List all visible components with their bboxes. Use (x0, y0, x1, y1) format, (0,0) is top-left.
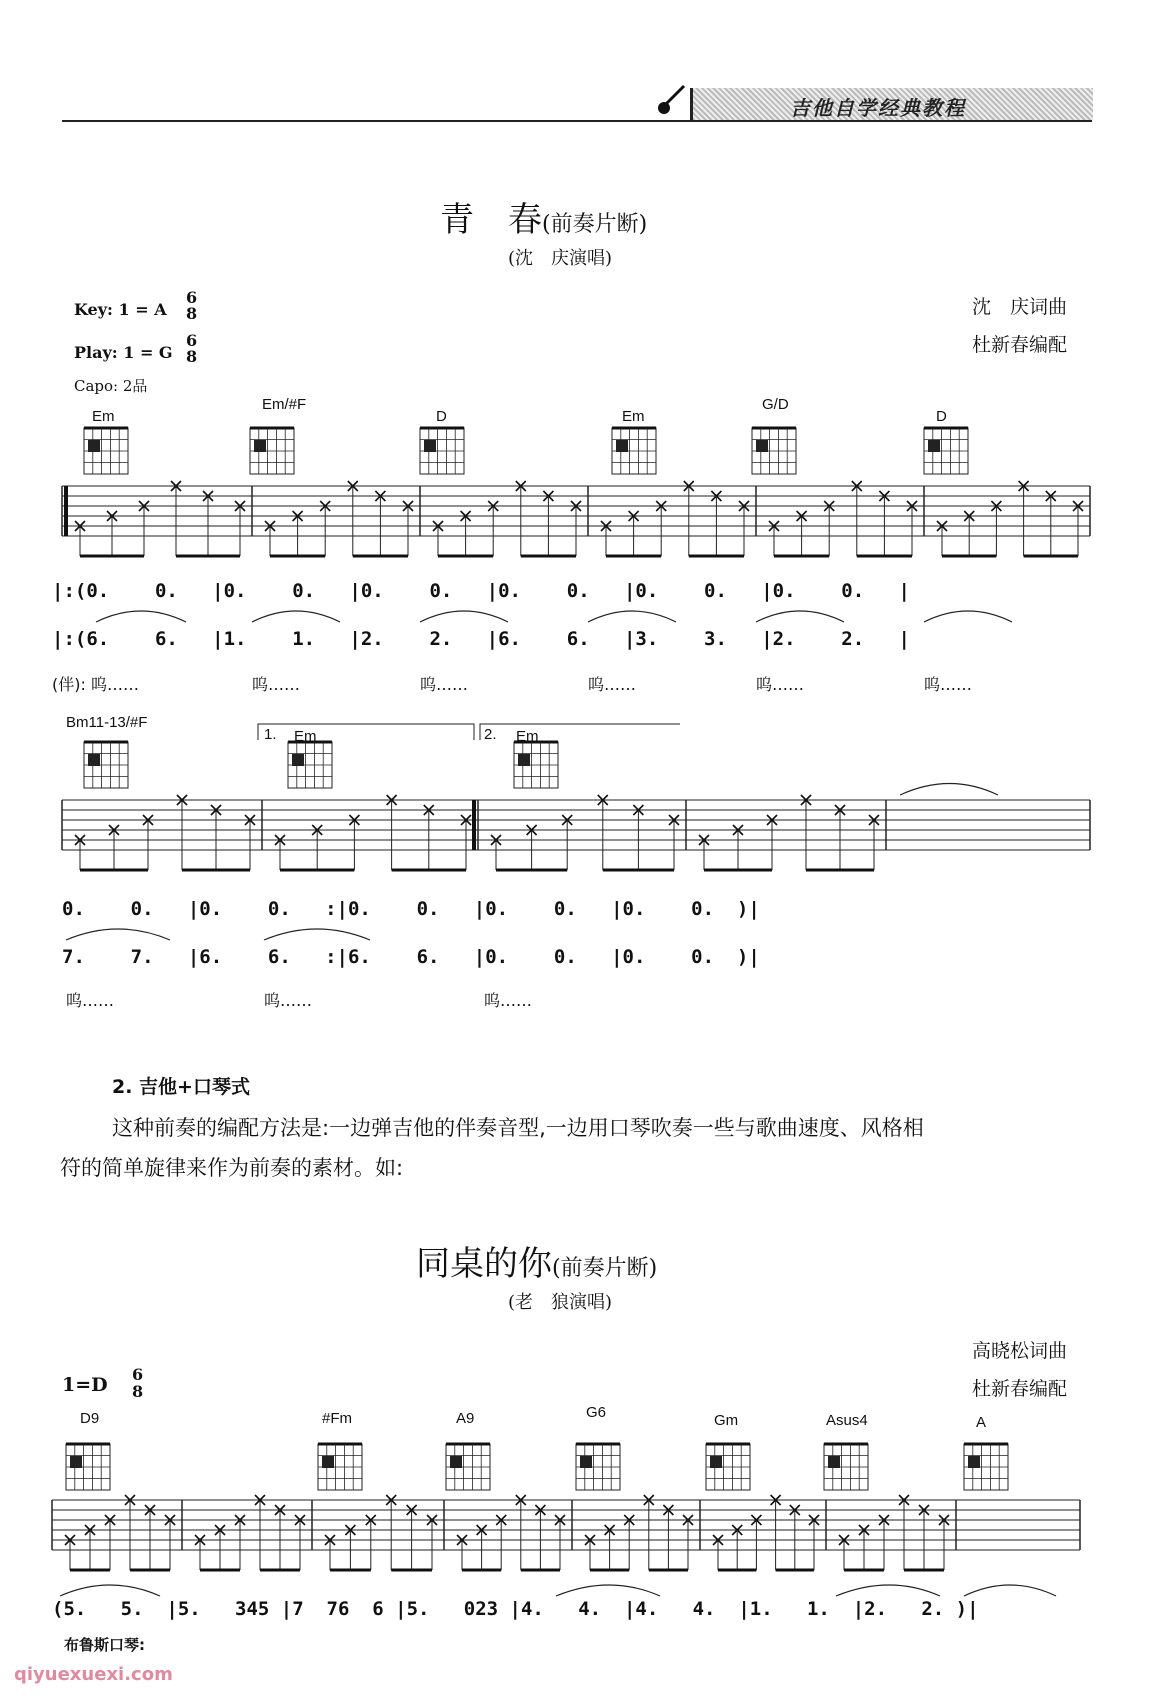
song1-credit-lyrics: 沈 庆词曲 (972, 296, 1068, 318)
tie-arc (66, 929, 170, 940)
chord-diagram-finger (710, 1456, 722, 1468)
chord-diagram-finger (88, 754, 100, 766)
chord-name: G/D (762, 396, 789, 413)
tie-arc (924, 611, 1012, 622)
lyric: 呜…… (484, 991, 533, 1010)
guitar-icon (666, 86, 684, 104)
chord-diagram-finger (292, 754, 304, 766)
song2-instrument-label: 布鲁斯口琴: (64, 1636, 145, 1654)
song2-title-main: 同桌的你 (416, 1244, 552, 1284)
volta-1: 1. (264, 726, 277, 743)
chord-diagram-finger (928, 440, 940, 452)
chord-name: Em (92, 408, 115, 425)
song2-timesig: 6 8 (132, 1365, 144, 1401)
chord-diagram-finger (616, 440, 628, 452)
chord-name: Asus4 (826, 1412, 868, 1429)
song2-title-suffix: (前奏片断) (552, 1256, 658, 1281)
chord-name: G6 (586, 1404, 607, 1421)
song2-credit-arranger: 杜新春编配 (972, 1378, 1068, 1400)
chord-name: Bm11-13/#F (66, 714, 148, 731)
chord-name: Em (516, 728, 539, 745)
song1-row2-jianpu-upper: 0. 0. |0. 0. :|0. 0. |0. 0. |0. 0. )| (62, 898, 760, 920)
volta-2: 2. (484, 726, 497, 743)
chord-diagram-finger (70, 1456, 82, 1468)
chord-name: D (936, 408, 947, 425)
section-paragraph-line2: 符的简单旋律来作为前奏的素材。如: (60, 1156, 404, 1180)
tie-arc (964, 1585, 1056, 1596)
tie-arc (836, 1585, 940, 1596)
tie-arc (900, 784, 998, 796)
tie-arc (588, 611, 676, 622)
section-paragraph-line1: 这种前奏的编配方法是:一边弹吉他的伴奏音型,一边用口琴吹奏一些与歌曲速度、风格相 (112, 1116, 924, 1140)
tie-arc (756, 611, 844, 622)
lyric: 呜…… (420, 675, 469, 694)
chord-diagram-finger (424, 440, 436, 452)
lyric: 呜…… (66, 991, 115, 1010)
lyric: 呜…… (924, 675, 973, 694)
song1-play: Play: 1 = G (74, 343, 173, 362)
song1-row2-jianpu-lower: 7. 7. |6. 6. :|6. 6. |0. 0. |0. 0. )| (62, 946, 760, 968)
chord-name: Em (622, 408, 645, 425)
song1-row1-jianpu-lower: |:(6. 6. |1. 1. |2. 2. |6. 6. |3. 3. |2. 2. | (52, 628, 910, 650)
tie-arc (420, 611, 508, 622)
song1-key: Key: 1 = A (74, 300, 167, 319)
lyric: 呜…… (588, 675, 637, 694)
song1-timesig-b: 6 8 (186, 331, 198, 366)
song1-row1-jianpu-upper: |:(0. 0. |0. 0. |0. 0. |0. 0. |0. 0. |0. 0. | (52, 580, 910, 602)
chord-diagram-finger (518, 754, 530, 766)
tie-arc (556, 1585, 660, 1596)
song1-title-suffix: (前奏片断) (542, 212, 648, 237)
song1-capo: Capo: 2品 (74, 377, 148, 395)
chord-diagram-finger (88, 440, 100, 452)
chord-name: Em/#F (262, 396, 307, 413)
chord-diagram-finger (580, 1456, 592, 1468)
tie-arc (96, 611, 186, 622)
tie-arc (252, 611, 340, 622)
chord-name: Em (294, 728, 317, 745)
lyric: 呜…… (252, 675, 301, 694)
song2-key: 1=D (62, 1374, 108, 1396)
chord-diagram-finger (828, 1456, 840, 1468)
chord-diagram-finger (756, 440, 768, 452)
tie-arc (264, 929, 370, 940)
chord-name: A (976, 1414, 987, 1431)
song2-jianpu: (5. 5. |5. 345 |7 76 6 |5. 023 |4. 4. |4. 4. |1. 1. |2. 2. )| (52, 1598, 979, 1620)
section-heading: 2. 吉他+口琴式 (112, 1076, 250, 1098)
chord-diagram-finger (322, 1456, 334, 1468)
tie-arc (60, 1585, 160, 1596)
watermark: qiyuexuexi.com (14, 1664, 173, 1685)
song1-title-main: 青 春 (440, 200, 542, 240)
chord-diagram-finger (968, 1456, 980, 1468)
guitar-icon-body (658, 102, 670, 114)
song1-performer: (沈 庆演唱) (508, 248, 613, 269)
song2-performer: (老 狼演唱) (508, 1292, 613, 1313)
chord-name: #Fm (322, 1410, 352, 1427)
lyric: (伴): 呜…… (52, 675, 139, 694)
chord-name: D9 (80, 1410, 100, 1427)
lyric: 呜…… (264, 991, 313, 1010)
volta-bracket (480, 724, 680, 740)
song1-timesig-a: 6 8 (186, 288, 198, 323)
song2-credit-lyrics: 高晓松词曲 (972, 1340, 1068, 1362)
song1-credit-arranger: 杜新春编配 (972, 334, 1068, 356)
chord-name: A9 (456, 1410, 475, 1427)
chord-name: Gm (714, 1412, 739, 1429)
lyric: 呜…… (756, 675, 805, 694)
chord-name: D (436, 408, 447, 425)
volta-bracket (258, 724, 474, 740)
chord-diagram-finger (254, 440, 266, 452)
header-banner-text: 吉他自学经典教程 (790, 96, 966, 120)
chord-diagram-finger (450, 1456, 462, 1468)
